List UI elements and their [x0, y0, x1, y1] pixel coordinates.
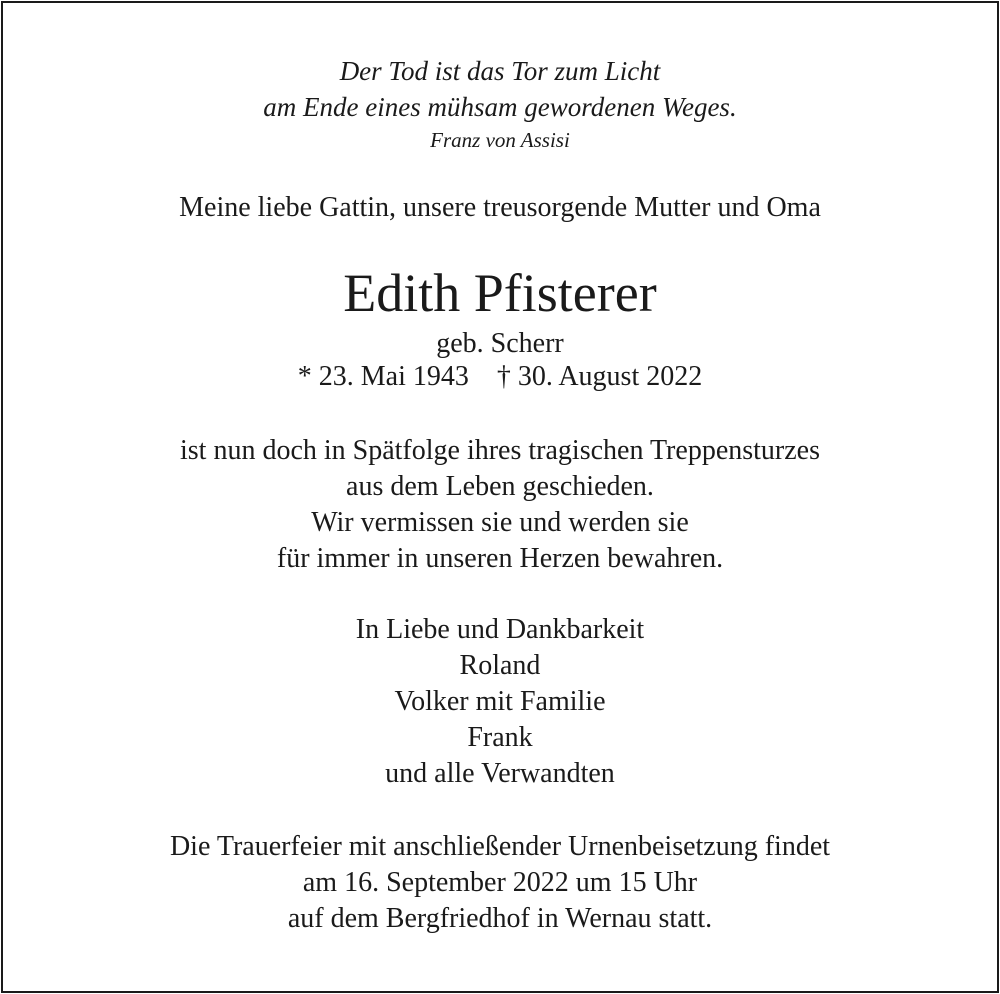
birth-name: geb. Scherr	[436, 328, 564, 359]
closing-line: In Liebe und Dankbarkeit	[355, 614, 645, 645]
mourner-name: Volker mit Familie	[394, 686, 606, 717]
message-line-3: Wir vermissen sie und werden sie	[311, 507, 689, 538]
message-line-4: für immer in unseren Herzen bewahren.	[276, 543, 724, 574]
deceased-name: Edith Pfisterer	[343, 263, 657, 323]
funeral-line-3: auf dem Bergfriedhof in Wernau statt.	[287, 903, 713, 934]
funeral-line-1: Die Trauerfeier mit anschließender Urnenbeisetzung findet	[169, 831, 831, 862]
quote-line-1: Der Tod ist das Tor zum Licht	[339, 56, 661, 86]
message-line-1: ist nun doch in Spätfolge ihres tragischen Treppensturzes	[179, 435, 820, 466]
mourner-name: Roland	[459, 650, 541, 681]
life-dates: * 23. Mai 1943 † 30. August 2022	[297, 361, 703, 392]
message-line-2: aus dem Leben geschieden.	[346, 471, 654, 502]
mourner-name: Frank	[467, 722, 533, 753]
intro-text: Meine liebe Gattin, unsere treusorgende Mutter und Oma	[179, 192, 821, 223]
funeral-line-2: am 16. September 2022 um 15 Uhr	[302, 867, 698, 898]
quote-author: Franz von Assisi	[430, 128, 570, 152]
quote-line-2: am Ende eines mühsam gewordenen Weges.	[263, 92, 737, 122]
mourner-name: und alle Verwandten	[385, 758, 615, 789]
